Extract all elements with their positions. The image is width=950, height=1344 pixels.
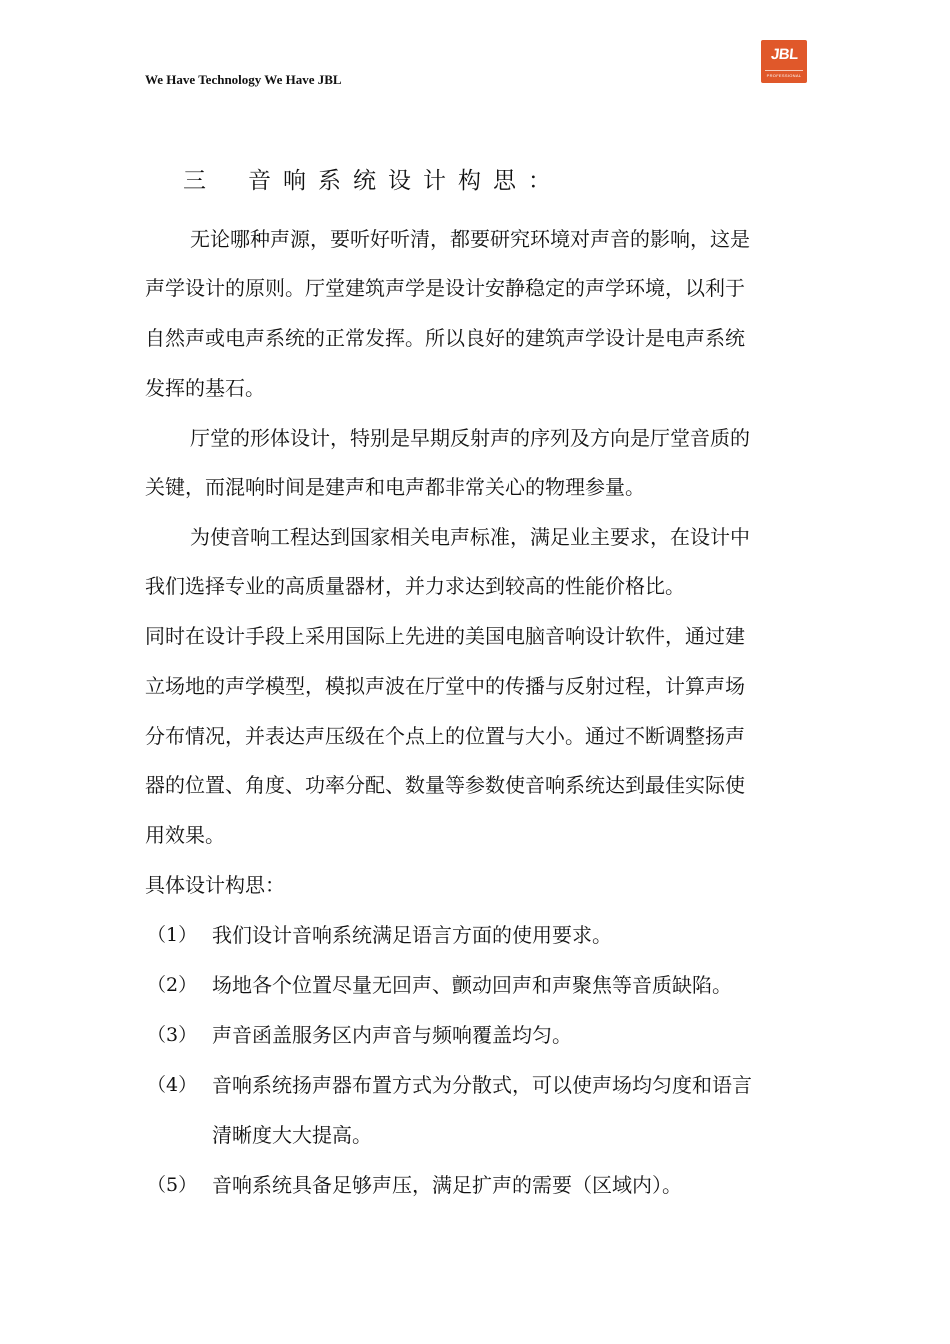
jbl-logo-mark: JBL <box>769 46 799 63</box>
list-item-1-number: （1） <box>147 924 198 946</box>
header-slogan: We Have Technology We Have JBL <box>145 72 342 87</box>
list-item-3-number: （3） <box>147 1024 198 1046</box>
p1-line-2: 声学设计的原则。厅堂建筑声学是设计安静稳定的声学环境，以利于 <box>145 276 745 300</box>
list-item-5-text: 音响系统具备足够声压，满足扩声的需要（区域内）。 <box>212 1173 682 1197</box>
p1-line-4: 发挥的基石。 <box>145 376 265 400</box>
p3-line-2: 我们选择专业的高质量器材，并力求达到较高的性能价格比。 <box>145 574 685 598</box>
p1-line-3: 自然声或电声系统的正常发挥。所以良好的建筑声学设计是电声系统 <box>145 326 745 350</box>
jbl-logo-subtext: PROFESSIONAL <box>766 73 802 78</box>
list-item-4-number: （4） <box>147 1074 198 1096</box>
p2-line-1: 厅堂的形体设计，特别是早期反射声的序列及方向是厅堂音质的 <box>190 426 750 450</box>
list-item-5-number: （5） <box>147 1174 198 1196</box>
list-item-2-number: （2） <box>147 974 198 996</box>
p4-line-2: 立场地的声学模型，模拟声波在厅堂中的传播与反射过程，计算声场 <box>145 674 745 698</box>
list-item-4-text-line-2: 清晰度大大提高。 <box>212 1123 372 1147</box>
p4-line-5: 用效果。 <box>145 823 225 847</box>
p4-line-4: 器的位置、角度、功率分配、数量等参数使音响系统达到最佳实际使 <box>145 773 745 797</box>
list-item-2-text: 场地各个位置尽量无回声、颤动回声和声聚焦等音质缺陷。 <box>212 973 732 997</box>
list-item-1-text: 我们设计音响系统满足语言方面的使用要求。 <box>212 923 612 947</box>
p1-line-1: 无论哪种声源，要听好听清，都要研究环境对声音的影响，这是 <box>190 227 750 251</box>
list-item-3-text: 声音函盖服务区内声音与频响覆盖均匀。 <box>212 1023 572 1047</box>
p2-line-2: 关键，而混响时间是建声和电声都非常关心的物理参量。 <box>145 475 645 499</box>
list-item-4-text-line-1: 音响系统扬声器布置方式为分散式，可以使声场均匀度和语言 <box>212 1073 752 1097</box>
logo-divider <box>765 70 803 71</box>
p3-line-1: 为使音响工程达到国家相关电声标准，满足业主要求，在设计中 <box>190 525 750 549</box>
section-title: 音响系统设计构思： <box>248 168 563 194</box>
p4-line-1: 同时在设计手段上采用国际上先进的美国电脑音响设计软件，通过建 <box>145 624 745 648</box>
section-number: 三 <box>183 168 218 194</box>
jbl-logo-icon <box>761 40 807 83</box>
section-heading <box>183 162 563 195</box>
list-intro: 具体设计构思： <box>145 873 285 897</box>
p4-line-3: 分布情况，并表达声压级在个点上的位置与大小。通过不断调整扬声 <box>145 724 745 748</box>
